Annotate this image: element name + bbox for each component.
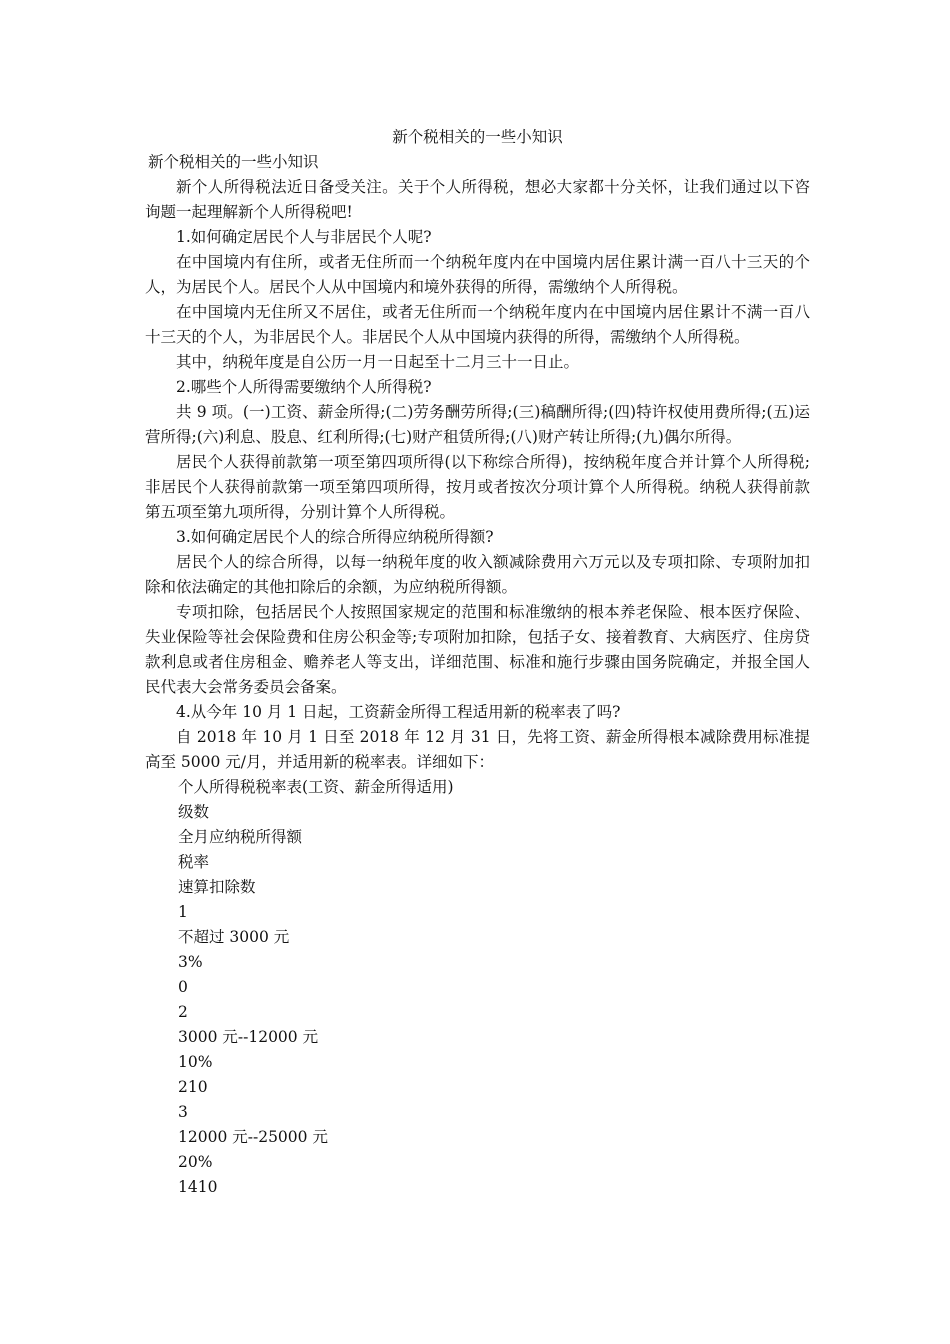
table-cell: 2 xyxy=(178,1003,188,1021)
question-heading-2: 2.哪些个人所得需要缴纳个人所得税? xyxy=(176,378,432,396)
table-caption: 个人所得税税率表(工资、薪金所得适用) xyxy=(178,778,454,796)
question-heading-1: 1.如何确定居民个人与非居民个人呢? xyxy=(176,228,432,246)
table-cell: 3% xyxy=(178,953,203,971)
body-paragraph: 自 2018 年 10 月 1 日至 2018 年 12 月 31 日，先将工资、薪金所得根本减除费用标准提高至 5000 元/月，并适用新的税率表。详细如下： xyxy=(145,728,810,771)
table-cell: 3000 元--12000 元 xyxy=(178,1028,319,1046)
table-cell: 3 xyxy=(178,1103,188,1121)
table-cell: 1410 xyxy=(178,1178,218,1196)
body-paragraph: 居民个人获得前款第一项至第四项所得(以下称综合所得)，按纳税年度合并计算个人所得税;非居民个人获得前款第一项至第四项所得，按月或者按次分项计算个人所得税。纳税人获得前款第五项至第九项所得，分别计算个人所得税。 xyxy=(145,453,810,521)
tax-rate-table xyxy=(145,775,810,1200)
question-heading-4: 4.从今年 10 月 1 日起，工资薪金所得工程适用新的税率表了吗? xyxy=(176,703,621,721)
table-cell: 20% xyxy=(178,1153,213,1171)
table-header-cell: 税率 xyxy=(178,853,210,871)
question-heading-3: 3.如何确定居民个人的综合所得应纳税所得额? xyxy=(176,528,494,546)
table-header-cell: 级数 xyxy=(178,803,210,821)
intro-paragraph: 新个人所得税法近日备受关注。关于个人所得税，想必大家都十分关怀，让我们通过以下咨询题一起理解新个人所得税吧! xyxy=(145,178,810,221)
table-cell: 10% xyxy=(178,1053,213,1071)
body-paragraph: 其中，纳税年度是自公历一月一日起至十二月三十一日止。 xyxy=(176,353,580,371)
table-cell: 210 xyxy=(178,1078,208,1096)
body-paragraph: 居民个人的综合所得，以每一纳税年度的收入额减除费用六万元以及专项扣除、专项附加扣除和依法确定的其他扣除后的余额，为应纳税所得额。 xyxy=(145,553,810,596)
body-paragraph: 在中国境内无住所又不居住，或者无住所而一个纳税年度内在中国境内居住累计不满一百八十三天的个人，为非居民个人。非居民个人从中国境内获得的所得，需缴纳个人所得税。 xyxy=(145,303,810,346)
table-cell: 不超过 3000 元 xyxy=(178,928,290,946)
body-paragraph: 共 9 项。(一)工资、薪金所得;(二)劳务酬劳所得;(三)稿酬所得;(四)特许权使用费所得;(五)运营所得;(六)利息、股息、红利所得;(七)财产租赁所得;(八)财产转让所得;(九)偶尔所得。 xyxy=(145,403,810,446)
table-header-cell: 速算扣除数 xyxy=(178,878,256,896)
table-cell: 12000 元--25000 元 xyxy=(178,1128,328,1146)
body-paragraph: 在中国境内有住所，或者无住所而一个纳税年度内在中国境内居住累计满一百八十三天的个人，为居民个人。居民个人从中国境内和境外获得的所得，需缴纳个人所得税。 xyxy=(145,253,810,296)
body-paragraph: 专项扣除，包括居民个人按照国家规定的范围和标准缴纳的根本养老保险、根本医疗保险、失业保险等社会保险费和住房公积金等;专项附加扣除，包括子女、接着教育、大病医疗、住房贷款利息或者住房租金、赡养老人等支出，详细范围、标准和施行步骤由国务院确定，并报全国人民代表大会常务委员会备案。 xyxy=(145,603,810,696)
document-body xyxy=(145,125,810,1200)
document-title: 新个税相关的一些小知识 xyxy=(392,128,563,146)
table-cell: 0 xyxy=(178,978,188,996)
document-subtitle: 新个税相关的一些小知识 xyxy=(148,153,319,171)
table-cell: 1 xyxy=(178,903,188,921)
table-header-cell: 全月应纳税所得额 xyxy=(178,828,303,846)
